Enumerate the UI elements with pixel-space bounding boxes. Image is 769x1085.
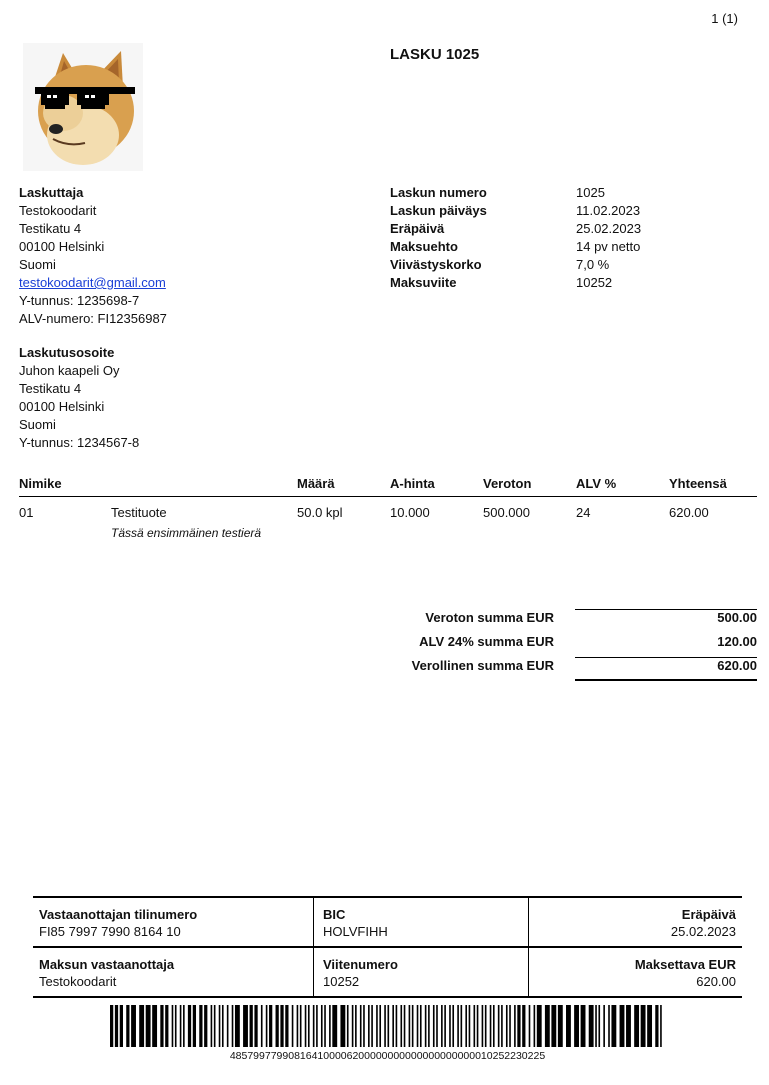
barcode-bar bbox=[392, 1005, 394, 1047]
barcode-bar bbox=[368, 1005, 370, 1047]
col-header-qty: Määrä bbox=[297, 474, 390, 497]
payment-slip bbox=[33, 896, 742, 998]
barcode-bar bbox=[363, 1005, 365, 1047]
barcode-bar bbox=[514, 1005, 516, 1047]
barcode-bar bbox=[425, 1005, 427, 1047]
barcode-bar bbox=[441, 1005, 443, 1047]
barcode-bar bbox=[388, 1005, 390, 1047]
table-header-row bbox=[19, 474, 757, 497]
barcode-bar bbox=[211, 1005, 213, 1047]
billing-country: Suomi bbox=[19, 417, 56, 432]
total-value: 120.00 bbox=[717, 634, 757, 649]
barcode-bar bbox=[110, 1005, 113, 1047]
cell-unit-price: 10.000 bbox=[390, 505, 430, 520]
barcode-bar bbox=[589, 1005, 594, 1047]
barcode-bar bbox=[581, 1005, 586, 1047]
barcode-bar bbox=[152, 1005, 157, 1047]
barcode-bar bbox=[529, 1005, 531, 1047]
barcode-bar bbox=[482, 1005, 484, 1047]
seller-street: Testikatu 4 bbox=[19, 221, 82, 236]
barcode-bar bbox=[474, 1005, 476, 1047]
barcode-bar bbox=[261, 1005, 263, 1047]
reference-label: Viitenumero bbox=[323, 957, 398, 972]
barcode-bar bbox=[204, 1005, 207, 1047]
amount-value: 620.00 bbox=[696, 974, 736, 989]
barcode-bar bbox=[126, 1005, 129, 1047]
due-value: 25.02.2023 bbox=[670, 924, 736, 939]
barcode-bar bbox=[477, 1005, 479, 1047]
info-value: 7,0 % bbox=[576, 257, 610, 272]
cell-vat: 24 bbox=[576, 505, 591, 520]
barcode-bar bbox=[420, 1005, 422, 1047]
info-value: 1025 bbox=[576, 185, 605, 200]
seller-vat-number: ALV-numero: FI12356987 bbox=[19, 311, 167, 326]
barcode-bar bbox=[558, 1005, 563, 1047]
barcode-bar bbox=[517, 1005, 520, 1047]
info-value: 10252 bbox=[576, 275, 613, 290]
barcode-bar bbox=[305, 1005, 307, 1047]
barcode-bar bbox=[641, 1005, 646, 1047]
cell-total: 620.00 bbox=[669, 505, 709, 520]
barcode-bar bbox=[160, 1005, 163, 1047]
items-table bbox=[19, 474, 757, 540]
barcode-bar bbox=[465, 1005, 467, 1047]
doge-logo-icon bbox=[23, 43, 143, 171]
barcode-number: 485799779908164100006200000000000000000000010252230225 bbox=[229, 1050, 546, 1062]
barcode-bar bbox=[501, 1005, 503, 1047]
reference-value: 10252 bbox=[323, 974, 360, 989]
barcode-bar bbox=[417, 1005, 419, 1047]
col-header-code: Nimike bbox=[19, 474, 297, 497]
barcode-bar bbox=[266, 1005, 268, 1047]
total-label: Veroton summa EUR bbox=[425, 610, 554, 625]
barcode-bar bbox=[308, 1005, 310, 1047]
barcode-bar bbox=[620, 1005, 625, 1047]
bic-value: HOLVFIHH bbox=[323, 924, 388, 939]
barcode-bar bbox=[243, 1005, 248, 1047]
seller-business-id: Y-tunnus: 1235698-7 bbox=[19, 293, 140, 308]
barcode-bar bbox=[250, 1005, 253, 1047]
billing-heading: Laskutusosoite bbox=[19, 345, 115, 360]
barcode-bar bbox=[461, 1005, 463, 1047]
table-row-description bbox=[19, 520, 757, 540]
info-value: 11.02.2023 bbox=[576, 203, 641, 218]
table-row bbox=[19, 497, 757, 521]
barcode-bar bbox=[269, 1005, 272, 1047]
billing-postal: 00100 Helsinki bbox=[19, 399, 105, 414]
barcode-bar bbox=[379, 1005, 381, 1047]
account-label: Vastaanottajan tilinumero bbox=[39, 907, 198, 922]
totals-block bbox=[300, 610, 757, 682]
barcode-bar bbox=[347, 1005, 349, 1047]
barcode-bar bbox=[183, 1005, 185, 1047]
barcode-bar bbox=[321, 1005, 323, 1047]
grand-total-bottom-rule bbox=[575, 679, 757, 681]
barcode-bar bbox=[412, 1005, 414, 1047]
barcode-bar bbox=[428, 1005, 430, 1047]
barcode-bar bbox=[332, 1005, 337, 1047]
barcode-bar bbox=[340, 1005, 345, 1047]
barcode-bar bbox=[603, 1005, 605, 1047]
barcode-bar bbox=[400, 1005, 402, 1047]
barcode-bar bbox=[280, 1005, 283, 1047]
barcode-bar bbox=[376, 1005, 378, 1047]
col-header-total: Yhteensä bbox=[669, 474, 757, 497]
barcode-bar bbox=[534, 1005, 536, 1047]
barcode-bar bbox=[655, 1005, 658, 1047]
invoice-info-values bbox=[576, 184, 641, 292]
barcode-bar bbox=[115, 1005, 118, 1047]
col-header-vat: ALV % bbox=[576, 474, 669, 497]
cell-name: Testituote bbox=[111, 505, 167, 520]
barcode-bar bbox=[498, 1005, 500, 1047]
barcode-bar bbox=[396, 1005, 398, 1047]
seller-block bbox=[19, 184, 167, 328]
barcode-bar bbox=[660, 1005, 662, 1047]
barcode-bar bbox=[175, 1005, 177, 1047]
barcode-bar bbox=[355, 1005, 357, 1047]
barcode-bar bbox=[545, 1005, 550, 1047]
barcode-bar bbox=[493, 1005, 495, 1047]
total-value: 500.00 bbox=[717, 610, 757, 625]
barcode-bar bbox=[490, 1005, 492, 1047]
barcode-bar bbox=[193, 1005, 196, 1047]
barcode-bar bbox=[199, 1005, 202, 1047]
recipient-value: Testokoodarit bbox=[39, 974, 117, 989]
barcode-bar bbox=[404, 1005, 406, 1047]
cell-net: 500.000 bbox=[483, 505, 530, 520]
barcode-bar bbox=[371, 1005, 373, 1047]
recipient-label: Maksun vastaanottaja bbox=[39, 957, 175, 972]
reference-cell bbox=[317, 952, 527, 1001]
seller-heading: Laskuttaja bbox=[19, 185, 84, 200]
billing-street: Testikatu 4 bbox=[19, 381, 82, 396]
barcode-bar bbox=[452, 1005, 454, 1047]
barcode-bar bbox=[180, 1005, 182, 1047]
due-label: Eräpäivä bbox=[681, 907, 736, 922]
total-label: Verollinen summa EUR bbox=[411, 658, 554, 673]
barcode bbox=[110, 1005, 665, 1051]
seller-country: Suomi bbox=[19, 257, 56, 272]
total-value: 620.00 bbox=[717, 658, 757, 673]
barcode-bar bbox=[509, 1005, 511, 1047]
barcode-bar bbox=[131, 1005, 136, 1047]
col-header-net: Veroton bbox=[483, 474, 576, 497]
barcode-bar bbox=[551, 1005, 556, 1047]
barcode-bar bbox=[485, 1005, 487, 1047]
info-label: Laskun päiväys bbox=[390, 203, 487, 218]
barcode-bar bbox=[316, 1005, 318, 1047]
barcode-bar bbox=[227, 1005, 229, 1047]
barcode-bar bbox=[285, 1005, 288, 1047]
grand-total-top-rule bbox=[575, 657, 757, 658]
billing-business-id: Y-tunnus: 1234567-8 bbox=[19, 435, 140, 450]
barcode-bar bbox=[188, 1005, 191, 1047]
barcode-bar bbox=[608, 1005, 610, 1047]
barcode-bar bbox=[313, 1005, 315, 1047]
barcode-bar bbox=[574, 1005, 579, 1047]
barcode-bar bbox=[537, 1005, 542, 1047]
cell-qty: 50.0 kpl bbox=[297, 505, 343, 520]
cell-description: Tässä ensimmäinen testierä bbox=[111, 526, 262, 540]
barcode-bar bbox=[626, 1005, 631, 1047]
barcode-bar bbox=[222, 1005, 224, 1047]
total-label: ALV 24% summa EUR bbox=[419, 634, 554, 649]
barcode-bar bbox=[634, 1005, 639, 1047]
info-label: Eräpäivä bbox=[390, 221, 445, 236]
info-label: Maksuviite bbox=[390, 275, 457, 290]
barcode-bar bbox=[436, 1005, 438, 1047]
barcode-bar bbox=[297, 1005, 299, 1047]
barcode-bar bbox=[469, 1005, 471, 1047]
barcode-bar bbox=[232, 1005, 234, 1047]
info-value: 14 pv netto bbox=[576, 239, 641, 254]
barcode-bar bbox=[433, 1005, 435, 1047]
barcode-bar bbox=[219, 1005, 221, 1047]
barcode-bar bbox=[235, 1005, 240, 1047]
barcode-bar bbox=[165, 1005, 168, 1047]
barcode-bar bbox=[352, 1005, 354, 1047]
barcode-bar bbox=[566, 1005, 571, 1047]
barcode-bar bbox=[329, 1005, 331, 1047]
col-header-unit-price: A-hinta bbox=[390, 474, 483, 497]
barcode-bar bbox=[300, 1005, 302, 1047]
info-label: Laskun numero bbox=[390, 185, 487, 200]
info-label: Maksuehto bbox=[390, 239, 458, 254]
bic-cell bbox=[317, 902, 527, 951]
info-label: Viivästyskorko bbox=[390, 257, 482, 272]
seller-name: Testokoodarit bbox=[19, 203, 97, 218]
barcode-bar bbox=[146, 1005, 151, 1047]
billing-name: Juhon kaapeli Oy bbox=[19, 363, 120, 378]
barcode-bar bbox=[409, 1005, 411, 1047]
barcode-bar bbox=[598, 1005, 600, 1047]
barcode-bar bbox=[172, 1005, 174, 1047]
recipient-cell bbox=[33, 952, 313, 1001]
seller-email-link[interactable]: testokoodarit@gmail.com bbox=[19, 275, 166, 290]
barcode-bar bbox=[324, 1005, 326, 1047]
barcode-bar bbox=[384, 1005, 386, 1047]
barcode-bar bbox=[360, 1005, 362, 1047]
barcode-bar bbox=[254, 1005, 257, 1047]
barcode-bar bbox=[595, 1005, 597, 1047]
account-cell bbox=[33, 902, 313, 951]
barcode-bar bbox=[444, 1005, 446, 1047]
barcode-bar bbox=[611, 1005, 616, 1047]
total-row bbox=[300, 610, 757, 634]
barcode-bar bbox=[139, 1005, 144, 1047]
invoice-info-labels bbox=[390, 184, 487, 292]
barcode-bar bbox=[457, 1005, 459, 1047]
due-cell bbox=[529, 902, 742, 951]
cell-code: 01 bbox=[19, 505, 34, 520]
company-logo bbox=[23, 43, 143, 171]
barcode-bar bbox=[214, 1005, 216, 1047]
total-row bbox=[300, 634, 757, 658]
seller-postal: 00100 Helsinki bbox=[19, 239, 105, 254]
page-number: 1 (1) bbox=[711, 11, 738, 26]
info-value: 25.02.2023 bbox=[576, 221, 642, 236]
barcode-bar bbox=[276, 1005, 279, 1047]
barcode-bar bbox=[506, 1005, 508, 1047]
account-value: FI85 7997 7990 8164 10 bbox=[39, 924, 181, 939]
amount-label: Maksettava EUR bbox=[634, 957, 736, 972]
invoice-title: LASKU 1025 bbox=[390, 46, 480, 63]
barcode-bar bbox=[522, 1005, 525, 1047]
amount-cell bbox=[529, 952, 742, 1001]
barcode-bar bbox=[120, 1005, 123, 1047]
bic-label: BIC bbox=[323, 907, 346, 922]
billing-address-block bbox=[19, 344, 139, 452]
barcode-bar bbox=[292, 1005, 294, 1047]
barcode-bar bbox=[449, 1005, 451, 1047]
barcode-bar bbox=[647, 1005, 652, 1047]
